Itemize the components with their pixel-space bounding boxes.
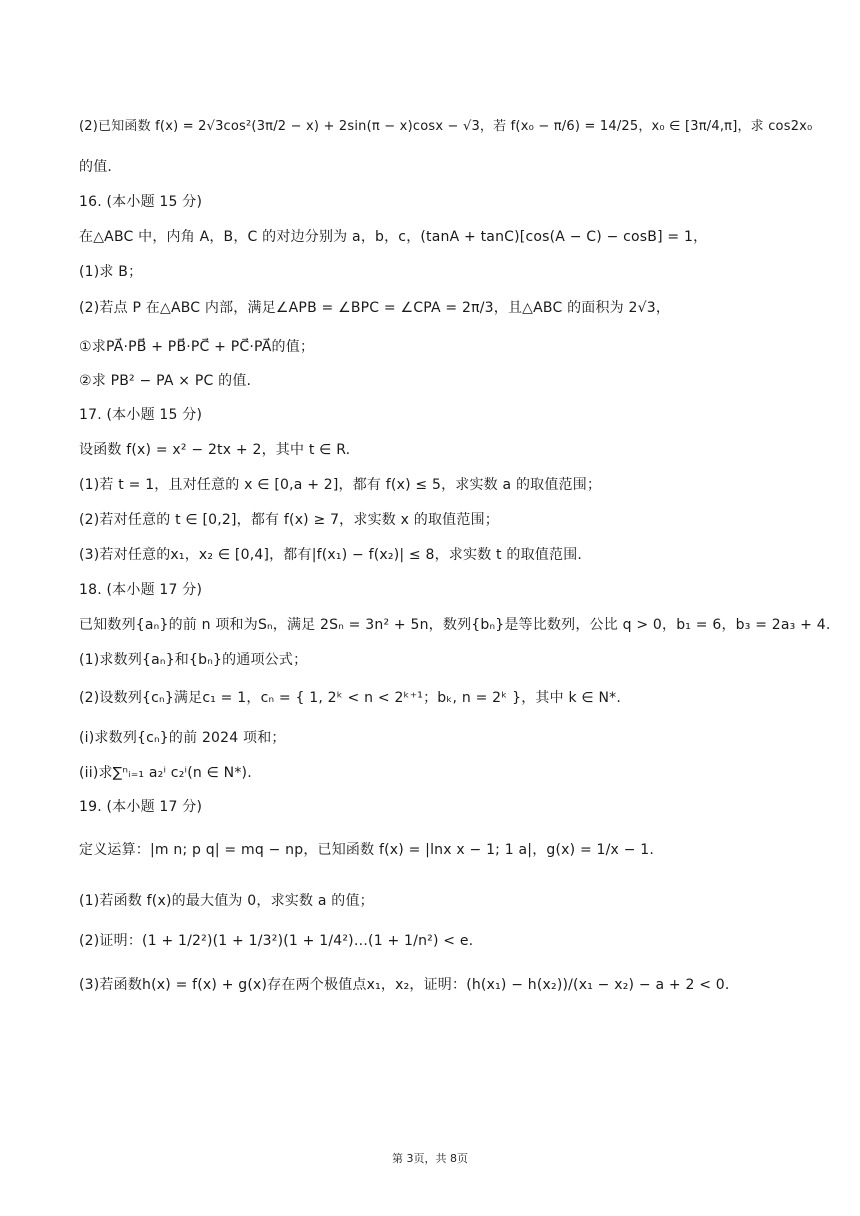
q18-part2-i: (i)求数列{cₙ}的前 2024 项和；	[79, 730, 286, 746]
q19-stem: 定义运算：|m n; p q| = mq − np，已知函数 f(x) = |lnx x − 1; 1 a|，g(x) = 1/x − 1.	[79, 842, 655, 858]
q17-part3: (3)若对任意的x₁，x₂ ∈ [0,4]，都有|f(x₁) − f(x₂)| ≤ 8，求实数 t 的取值范围.	[79, 547, 583, 563]
q17-part2: (2)若对任意的 t ∈ [0,2]，都有 f(x) ≥ 7，求实数 x 的取值范围；	[79, 512, 499, 528]
q15-part2-line2: 的值.	[79, 159, 113, 175]
page-footer: 第 3页，共 8页	[392, 1152, 468, 1165]
q16-header: 16. (本小题 15 分)	[79, 194, 203, 210]
q15-part2-line1: (2)已知函数 f(x) = 2√3cos²(3π/2 − x) + 2sin(π − x)cosx − √3，若 f(x₀ − π/6) = 14/25，x₀ ∈ [3π/4,π]，求 cos2x₀	[79, 119, 813, 134]
q18-part2: (2)设数列{cₙ}满足c₁ = 1，cₙ = { 1, 2ᵏ < n < 2ᵏ⁺¹；bₖ, n = 2ᵏ }，其中 k ∈ N*.	[79, 690, 621, 706]
q18-header: 18. (本小题 17 分)	[79, 582, 203, 598]
q17-header: 17. (本小题 15 分)	[79, 407, 203, 423]
q17-stem: 设函数 f(x) = x² − 2tx + 2，其中 t ∈ R.	[79, 442, 351, 458]
q16-stem: 在△ABC 中，内角 A，B，C 的对边分别为 a，b，c，(tanA + tanC)[cos(A − C) − cosB] = 1，	[79, 229, 708, 245]
q16-part2-sub1: ①求PA⃗·PB⃗ + PB⃗·PC⃗ + PC⃗·PA⃗的值；	[79, 339, 315, 355]
q16-part1: (1)求 B；	[79, 264, 143, 280]
q19-part2: (2)证明：(1 + 1/2²)(1 + 1/3²)(1 + 1/4²)…(1 + 1/n²) < e.	[79, 933, 474, 949]
q18-part2-ii: (ii)求∑ⁿᵢ₌₁ a₂ⁱ c₂ⁱ(n ∈ N*).	[79, 765, 252, 781]
q16-part2: (2)若点 P 在△ABC 内部，满足∠APB = ∠BPC = ∠CPA = 2π/3，且△ABC 的面积为 2√3，	[79, 300, 671, 316]
q19-part3: (3)若函数h(x) = f(x) + g(x)存在两个极值点x₁，x₂，证明：(h(x₁) − h(x₂))/(x₁ − x₂) − a + 2 < 0.	[79, 977, 730, 993]
q17-part1: (1)若 t = 1，且对任意的 x ∈ [0,a + 2]，都有 f(x) ≤ 5，求实数 a 的取值范围；	[79, 477, 602, 493]
q19-part1: (1)若函数 f(x)的最大值为 0，求实数 a 的值；	[79, 893, 374, 909]
q18-part1: (1)求数列{aₙ}和{bₙ}的通项公式；	[79, 652, 308, 668]
q16-part2-sub2: ②求 PB² − PA × PC 的值.	[79, 373, 252, 389]
q18-stem: 已知数列{aₙ}的前 n 项和为Sₙ，满足 2Sₙ = 3n² + 5n，数列{bₙ}是等比数列，公比 q > 0，b₁ = 6，b₃ = 2a₃ + 4.	[79, 617, 831, 633]
q19-header: 19. (本小题 17 分)	[79, 799, 203, 815]
